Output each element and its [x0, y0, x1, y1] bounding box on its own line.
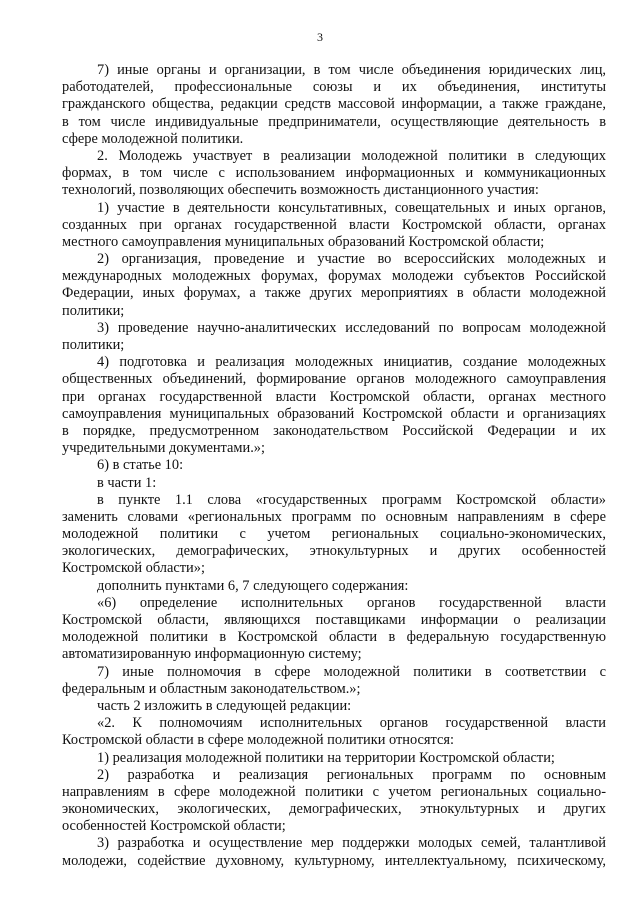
text-line: молодежной политики с учетом региональных социально-экономических, — [62, 526, 606, 543]
text-line: Костромской области»; — [62, 560, 205, 577]
text-line: особенностей Костромской области; — [62, 818, 286, 835]
text-line: 2) разработка и реализация региональных программ по основным — [97, 766, 606, 783]
text-line: часть 2 изложить в следующей редакции: — [97, 697, 352, 714]
text-line: 4) подготовка и реализация молодежных инициатив, создание молодежных — [97, 354, 606, 371]
text-line: «6) определение исполнительных органов государственной власти — [97, 594, 606, 611]
text-line: экологических, демографических, этнокультурных и других особенностей — [62, 543, 606, 560]
text-line: формах, в том числе с использованием информационных и коммуникационных — [62, 165, 606, 182]
text-line: 1) участие в деятельности консультативных, совещательных и иных органов, — [97, 199, 606, 216]
text-line: заменить словами «региональных программ по основным направлениям в сфере — [62, 508, 606, 525]
text-line: Костромской области в сфере молодежной политики относятся: — [62, 732, 455, 749]
text-line: дополнить пунктами 6, 7 следующего содержания: — [97, 577, 409, 594]
text-line: учредительными документами.»; — [62, 440, 266, 457]
text-line: 7) иные органы и организации, в том числе объединения юридических лиц, — [97, 62, 606, 78]
text-line: местного самоуправления муниципальных образований Костромской области; — [62, 233, 545, 250]
text-line: 3) проведение научно-аналитических исследований по вопросам молодежной — [97, 319, 606, 336]
text-line: экономических, экологических, демографических, этнокультурных и других — [62, 801, 606, 818]
text-line: в порядке, предусмотренном законодательством Российской Федерации и их — [62, 422, 606, 439]
text-line: политики; — [62, 337, 125, 353]
text-line: молодежной политики в Костромской области в федеральную государственную — [62, 629, 606, 646]
text-line: гражданского общества, редакции средств массовой информации, а также граждане, — [62, 96, 606, 113]
text-line: автоматизированную информационную систему; — [62, 646, 362, 663]
text-line: политики; — [62, 302, 125, 319]
text-line: работодателей, профессиональные союзы и их объединения, институты — [62, 79, 606, 96]
text-line: в части 1: — [97, 474, 157, 491]
text-line: международных молодежных форумах, форумах молодежи субъектов Российской — [62, 268, 606, 285]
text-line: 3) разработка и осуществление мер поддержки молодых семей, талантливой — [97, 835, 606, 852]
text-line: Костромской области, являющихся поставщиками информации о реализации — [62, 612, 606, 628]
text-line: Федерации, иных форумах, а также других мероприятиях в области молодежной — [62, 285, 606, 302]
text-line: 6) в статье 10: — [97, 457, 184, 474]
text-line: сфере молодежной политики. — [62, 130, 244, 147]
text-line: федеральным и областным законодательством.»; — [62, 680, 361, 697]
text-line: самоуправления муниципальных образований Костромской области и организациях — [62, 405, 606, 422]
text-line: 2) организация, проведение и участие во всероссийских молодежных и — [97, 251, 606, 268]
text-line: 7) иные полномочия в сфере молодежной политики в соответствии с — [97, 663, 606, 680]
text-line: созданных при органах государственной власти Костромской области, органах — [62, 216, 606, 233]
text-line: 2. Молодежь участвует в реализации молодежной политики в следующих — [97, 147, 606, 164]
page-number: 3 — [317, 30, 323, 44]
text-line: в том числе индивидуальные предприниматели, осуществляющие деятельность в — [62, 113, 606, 130]
text-line: общественных объединений, формирование органов молодежного самоуправления — [62, 371, 606, 388]
text-line: направлениям в сфере молодежной политики с учетом региональных социально- — [62, 783, 606, 800]
text-line: «2. К полномочиям исполнительных органов государственной власти — [97, 715, 606, 732]
text-line: при органах государственной власти Костромской области, органах местного — [62, 388, 606, 405]
document-body — [62, 62, 606, 870]
text-line: 1) реализация молодежной политики на территории Костромской области; — [97, 749, 555, 766]
text-line: в пункте 1.1 слова «государственных программ Костромской области» — [97, 491, 606, 508]
text-line: молодежи, содействие духовному, культурному, интеллектуальному, психическому, — [62, 852, 606, 869]
text-line: технологий, позволяющих обеспечить возможность дистанционного участия: — [62, 182, 539, 199]
